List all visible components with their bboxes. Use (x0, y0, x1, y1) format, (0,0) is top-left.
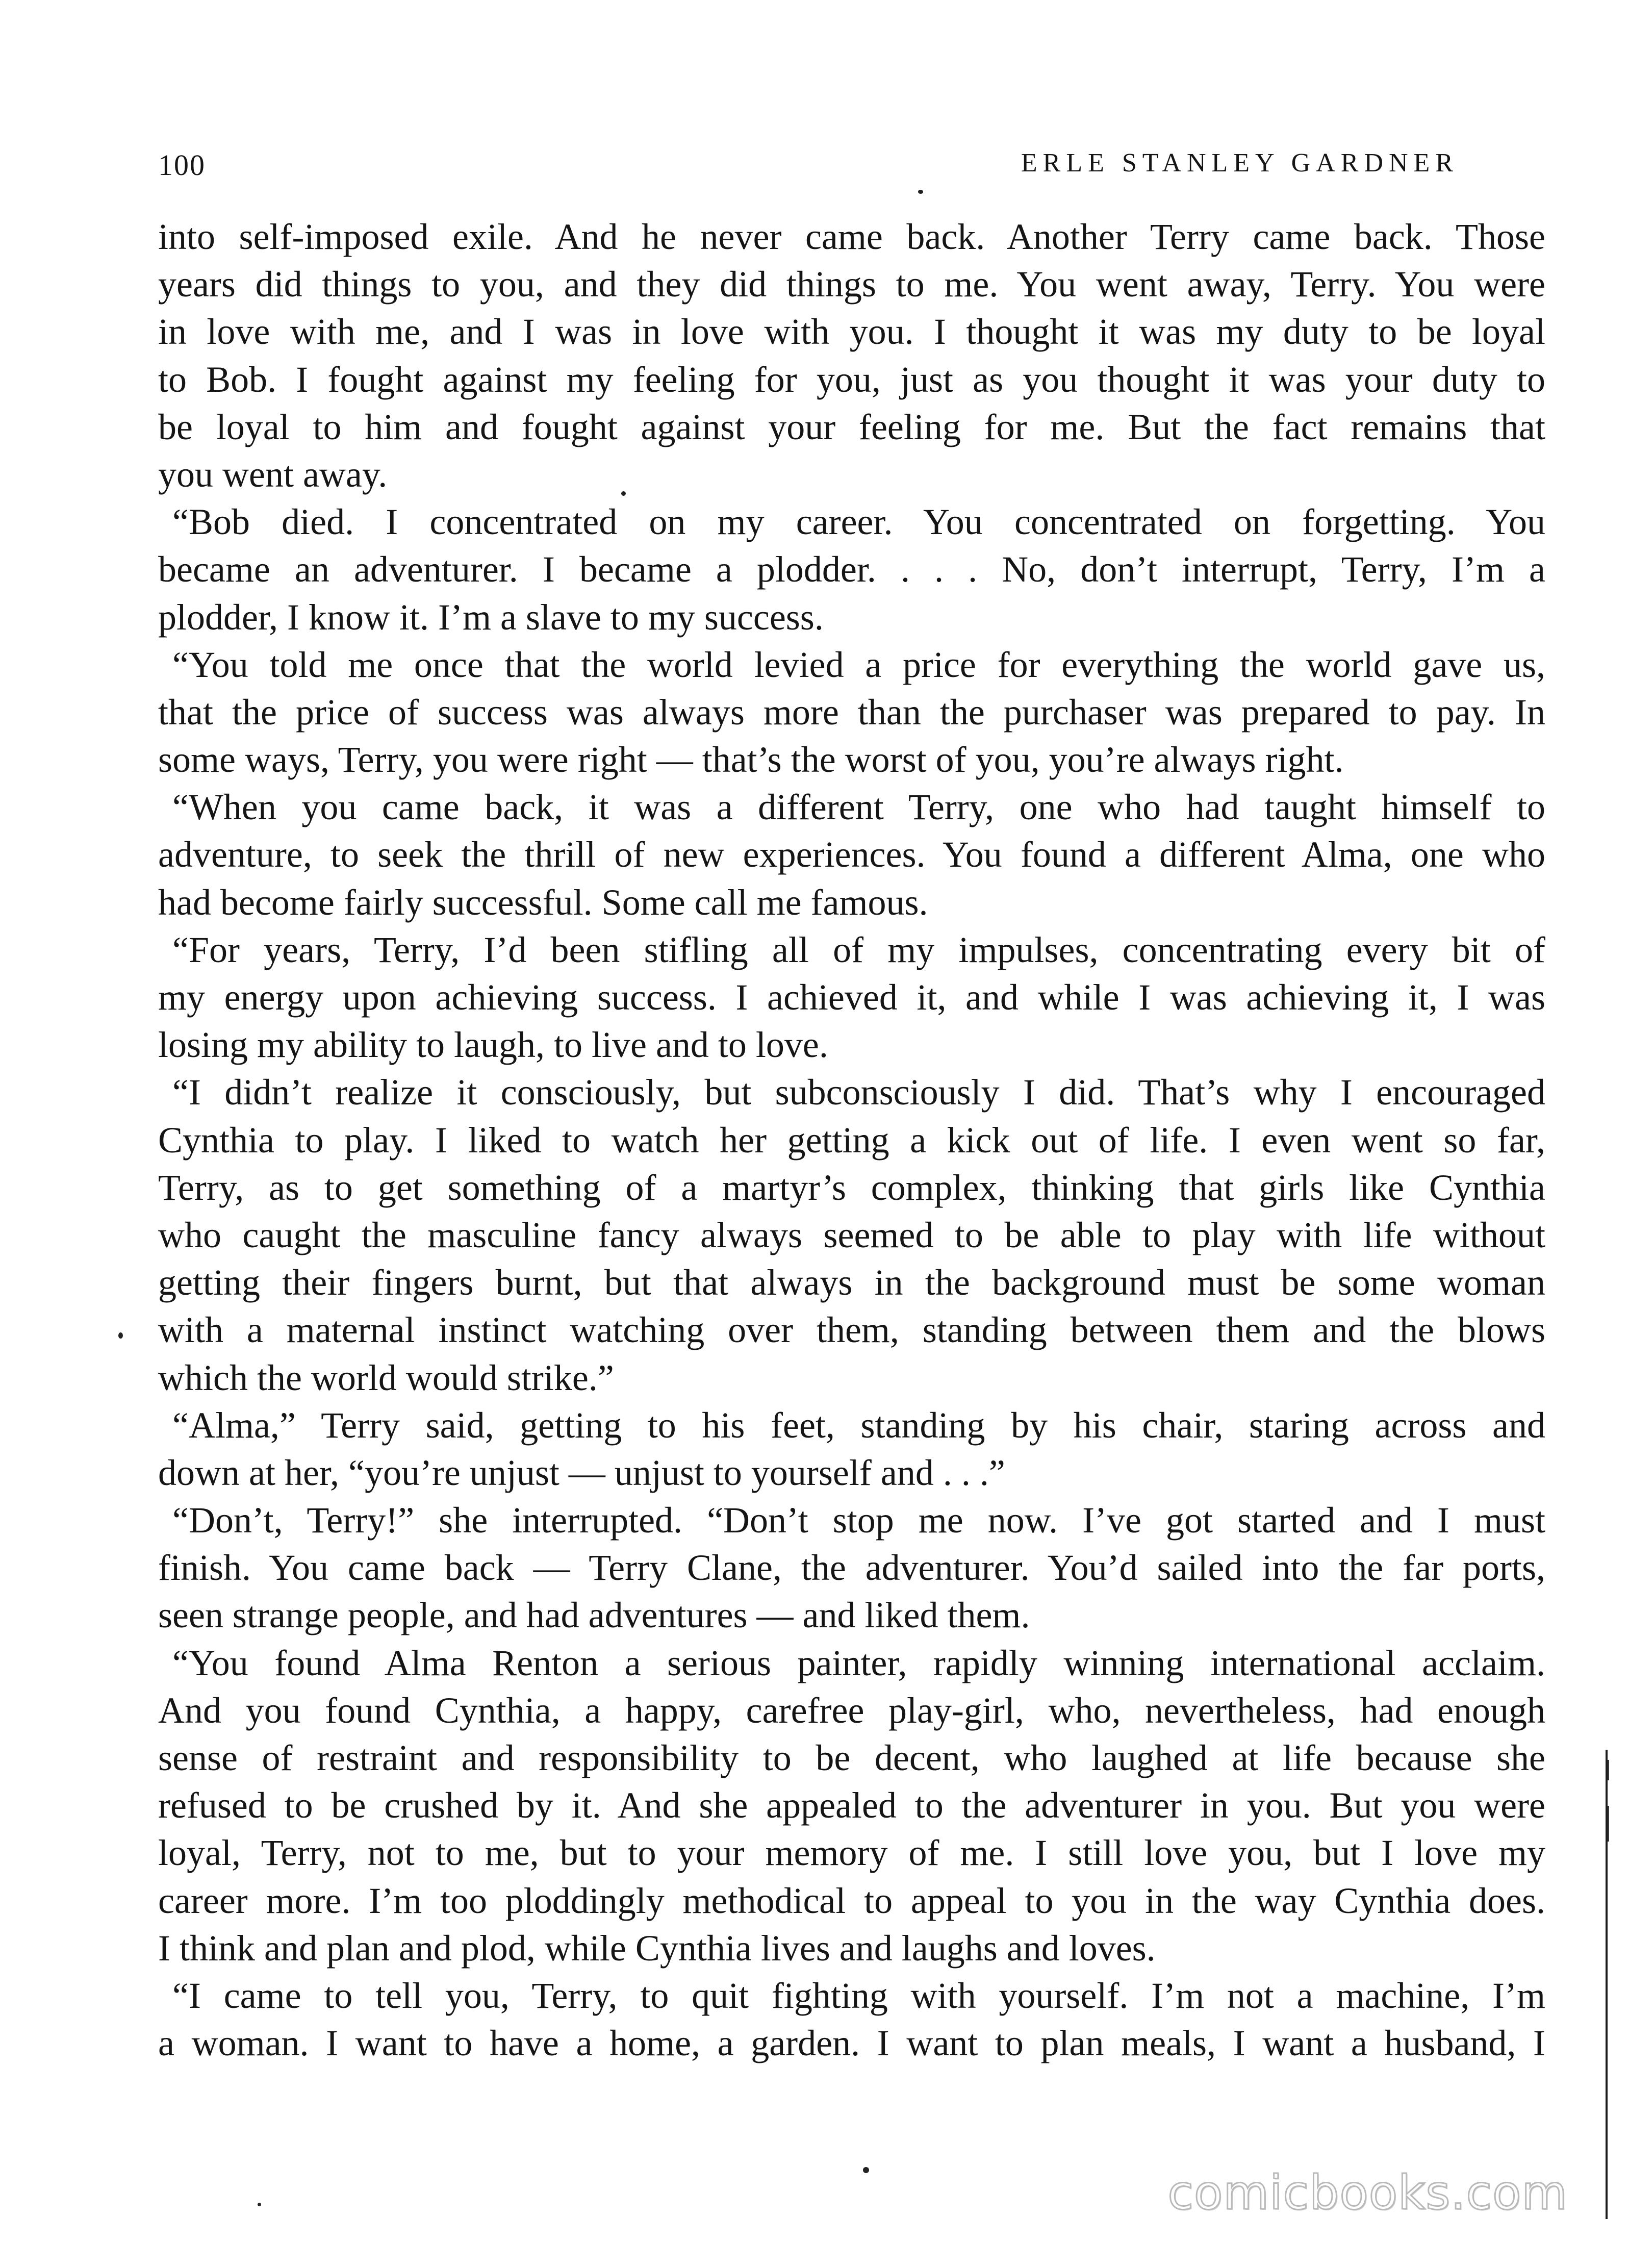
text-line: plodder, I know it. I’m a slave to my success. (158, 596, 824, 638)
watermark: comicbooks.com (1167, 2165, 1568, 2220)
text-line: that the price of success was always more than the purchaser was prepared to pay. In (158, 691, 1545, 733)
text-line: became an adventurer. I became a plodder. . . . No, don’t interrupt, Terry, I’m a (158, 549, 1545, 590)
text-line: “You told me once that the world levied a price for everything the world gave us, (172, 644, 1545, 685)
text-line: losing my ability to laugh, to live and to love. (158, 1024, 828, 1066)
text-line: into self-imposed exile. And he never came back. Another Terry came back. Those (158, 216, 1545, 257)
text-line: “Alma,” Terry said, getting to his feet, standing by his chair, staring across and (172, 1404, 1545, 1446)
text-line: a woman. I want to have a home, a garden. I want to plan meals, I want a husband, I (158, 2023, 1545, 2064)
page-edge-mark (1608, 1806, 1609, 1842)
page-header (158, 148, 1459, 199)
text-line: seen strange people, and had adventures — and liked them. (158, 1595, 1030, 1636)
text-line: “For years, Terry, I’d been stifling all of my impulses, concentrating every bit of (172, 929, 1545, 970)
text-line: who caught the masculine fancy always seemed to be able to play with life without (158, 1214, 1545, 1255)
text-line: And you found Cynthia, a happy, carefree play-girl, who, nevertheless, had enough (158, 1690, 1545, 1731)
running-head: ERLE STANLEY GARDNER (1021, 148, 1459, 178)
text-line: career more. I’m too ploddingly methodical to appeal to you in the way Cynthia does. (158, 1880, 1545, 1921)
text-line: in love with me, and I was in love with you. I thought it was my duty to be loyal (158, 311, 1545, 352)
text-line: to Bob. I fought against my feeling for you, just as you thought it was your duty to (158, 359, 1545, 400)
text-line: which the world would strike.” (158, 1357, 614, 1398)
text-line: “Don’t, Terry!” she interrupted. “Don’t stop me now. I’ve got started and I must (172, 1500, 1545, 1541)
text-line: adventure, to seek the thrill of new experiences. You found a different Alma, one who (158, 834, 1545, 875)
text-line: sense of restraint and responsibility to be decent, who laughed at life because she (158, 1737, 1545, 1778)
text-line: “When you came back, it was a different Terry, one who had taught himself to (172, 787, 1545, 828)
text-line: you went away. (158, 453, 388, 495)
print-speck (863, 2167, 869, 2173)
body-text (158, 213, 1545, 2067)
text-line: “I came to tell you, Terry, to quit fighting with yourself. I’m not a machine, I’m (172, 1975, 1545, 2016)
page-edge-mark (1608, 1760, 1609, 1780)
text-line: had become fairly successful. Some call me famous. (158, 881, 928, 923)
text-line: some ways, Terry, you were right — that’s the worst of you, you’re always right. (158, 739, 1344, 780)
text-line: loyal, Terry, not to me, but to your memory of me. I still love you, but I love my (158, 1832, 1545, 1874)
text-line: getting their fingers burnt, but that always in the background must be some woman (158, 1262, 1545, 1303)
text-line: finish. You came back — Terry Clane, the adventurer. You’d sailed into the far ports, (158, 1547, 1545, 1589)
text-line: years did things to you, and they did things to me. You went away, Terry. You were (158, 264, 1545, 305)
text-line: be loyal to him and fought against your feeling for me. But the fact remains that (158, 406, 1545, 447)
text-line: “I didn’t realize it consciously, but subconsciously I did. That’s why I encouraged (172, 1072, 1545, 1113)
print-speck (118, 1332, 123, 1339)
text-line: “Bob died. I concentrated on my career. You concentrated on forgetting. You (172, 501, 1545, 543)
text-line: I think and plan and plod, while Cynthia lives and laughs and loves. (158, 1927, 1156, 1969)
print-speck (258, 2203, 261, 2206)
text-line: down at her, “you’re unjust — unjust to yourself and . . .” (158, 1452, 1005, 1493)
text-line: my energy upon achieving success. I achieved it, and while I was achieving it, I was (158, 977, 1545, 1018)
text-line: “You found Alma Renton a serious painter, rapidly winning international acclaim. (172, 1642, 1545, 1683)
text-line: Cynthia to play. I liked to watch her getting a kick out of life. I even went so far, (158, 1119, 1545, 1161)
text-line: with a maternal instinct watching over them, standing between them and the blows (158, 1309, 1545, 1351)
print-speck (918, 190, 923, 194)
print-speck (621, 491, 626, 496)
text-line: Terry, as to get something of a martyr’s complex, thinking that girls like Cynthia (158, 1167, 1545, 1208)
page-number: 100 (158, 148, 206, 182)
text-line: refused to be crushed by it. And she appealed to the adventurer in you. But you were (158, 1785, 1545, 1826)
